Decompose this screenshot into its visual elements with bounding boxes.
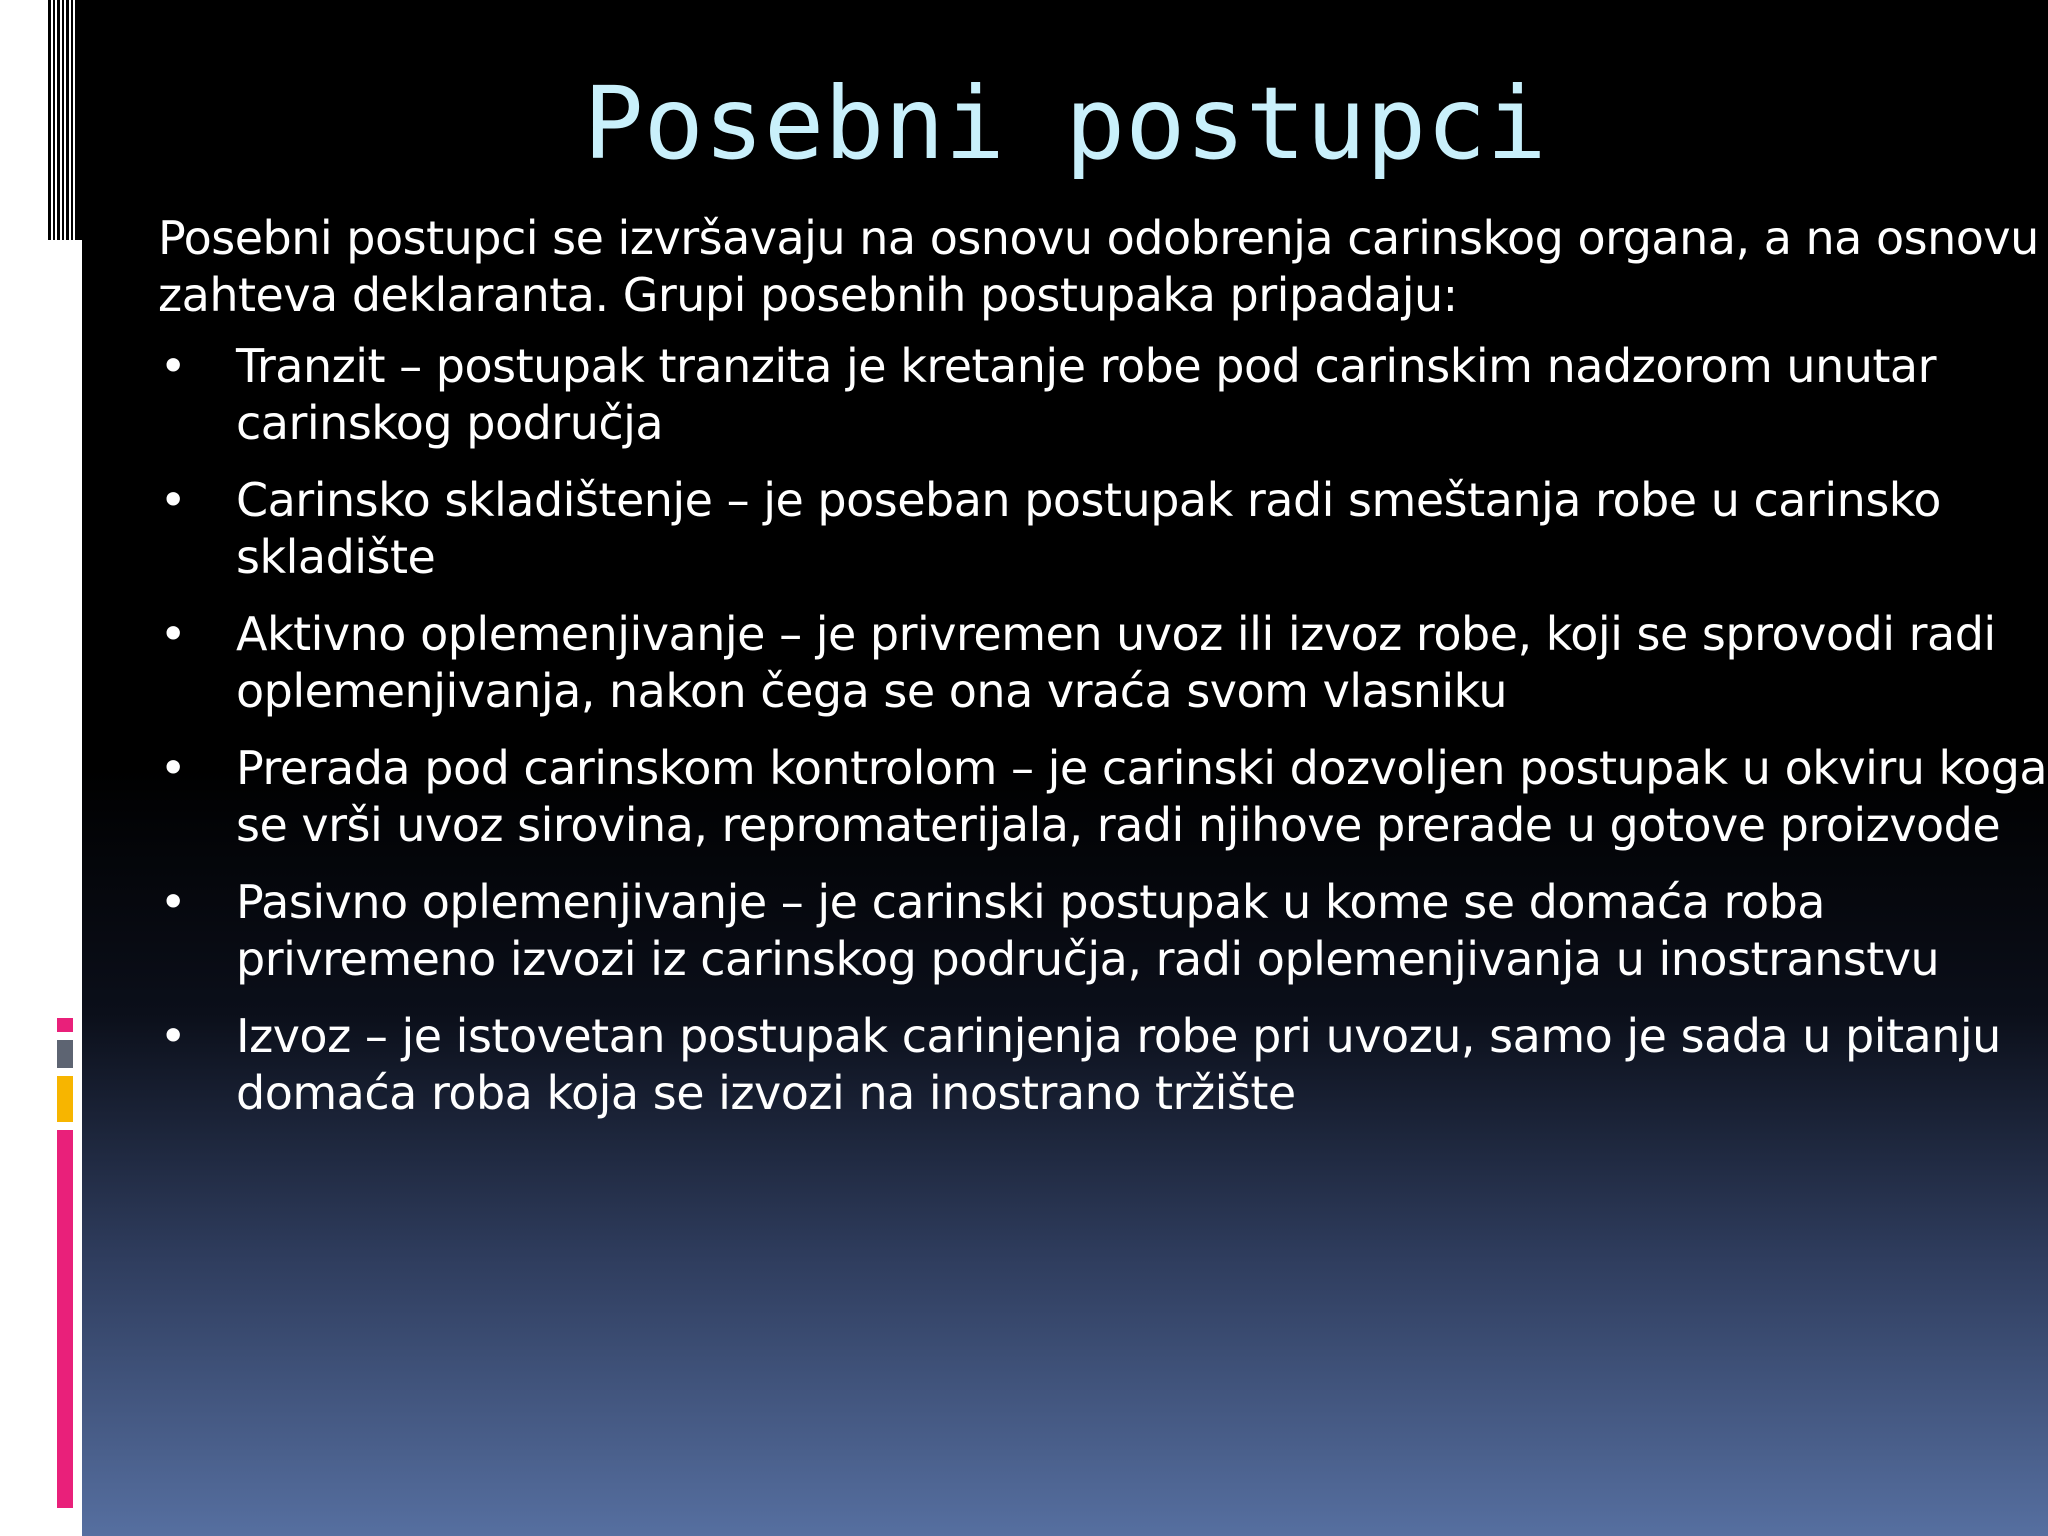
stripe bbox=[66, 0, 69, 240]
bullet-item-text: Izvoz – je istovetan postupak carinjenja robe pri uvozu, samo je sada u pitanju domaća roba koja se izvozi na inostrano tržište bbox=[236, 1009, 2001, 1120]
bullet-item-pasivno-oplemenjivanje bbox=[158, 874, 2048, 988]
accent-bar-pink-large bbox=[57, 1130, 73, 1508]
vertical-stripes-decoration bbox=[48, 0, 82, 240]
accent-bar-yellow bbox=[57, 1076, 73, 1122]
bullet-item-text: Tranzit – postupak tranzita je kretanje robe pod carinskim nadzorom unutar carinskog područja bbox=[236, 339, 1937, 450]
bullet-item-aktivno-oplemenjivanje bbox=[158, 606, 2048, 720]
stripe bbox=[62, 0, 64, 240]
accent-bar-pink-small bbox=[57, 1018, 73, 1032]
bullet-icon: • bbox=[159, 741, 187, 795]
stripe bbox=[75, 0, 82, 240]
bullet-item-text: Prerada pod carinskom kontrolom – je carinski dozvoljen postupak u okviru koga se vrši uvoz sirovina, repromaterijala, radi njihove prerade u gotove proizvode bbox=[236, 741, 2048, 852]
slide-body bbox=[158, 210, 2048, 1142]
accent-bar-gray bbox=[57, 1040, 73, 1068]
bullet-icon: • bbox=[159, 339, 187, 393]
stripe bbox=[57, 0, 60, 240]
slide-title: Posebni postupci bbox=[583, 65, 1547, 182]
bullet-item-carinsko-skladistenje bbox=[158, 472, 2048, 586]
bullet-item-prerada bbox=[158, 740, 2048, 854]
stripe bbox=[71, 0, 73, 240]
bullet-icon: • bbox=[159, 1009, 187, 1063]
slide-content-area bbox=[82, 0, 2048, 1536]
bullet-item-text: Carinsko skladištenje – je poseban postupak radi smeštanja robe u carinsko skladište bbox=[236, 473, 1941, 584]
bullet-icon: • bbox=[159, 875, 187, 929]
bullet-icon: • bbox=[159, 607, 187, 661]
bullet-icon: • bbox=[159, 473, 187, 527]
bullet-item-izvoz bbox=[158, 1008, 2048, 1122]
stripe bbox=[48, 0, 51, 240]
intro-paragraph: Posebni postupci se izvršavaju na osnovu odobrenja carinskog organa, a na osnovu zahteva deklaranta. Grupi posebnih postupaka pripadaju: bbox=[158, 211, 2039, 322]
bullet-item-text: Aktivno oplemenjivanje – je privremen uvoz ili izvoz robe, koji se sprovodi radi oplemenjivanja, nakon čega se ona vraća svom vlasniku bbox=[236, 607, 1996, 718]
stripe bbox=[53, 0, 55, 240]
bullet-item-text: Pasivno oplemenjivanje – je carinski postupak u kome se domaća roba privremeno izvozi iz carinskog područja, radi oplemenjivanja u inostranstvu bbox=[236, 875, 1940, 986]
bullet-item-tranzit bbox=[158, 338, 2048, 452]
bullet-list bbox=[158, 338, 2048, 1122]
left-decorative-strip bbox=[0, 0, 82, 1536]
